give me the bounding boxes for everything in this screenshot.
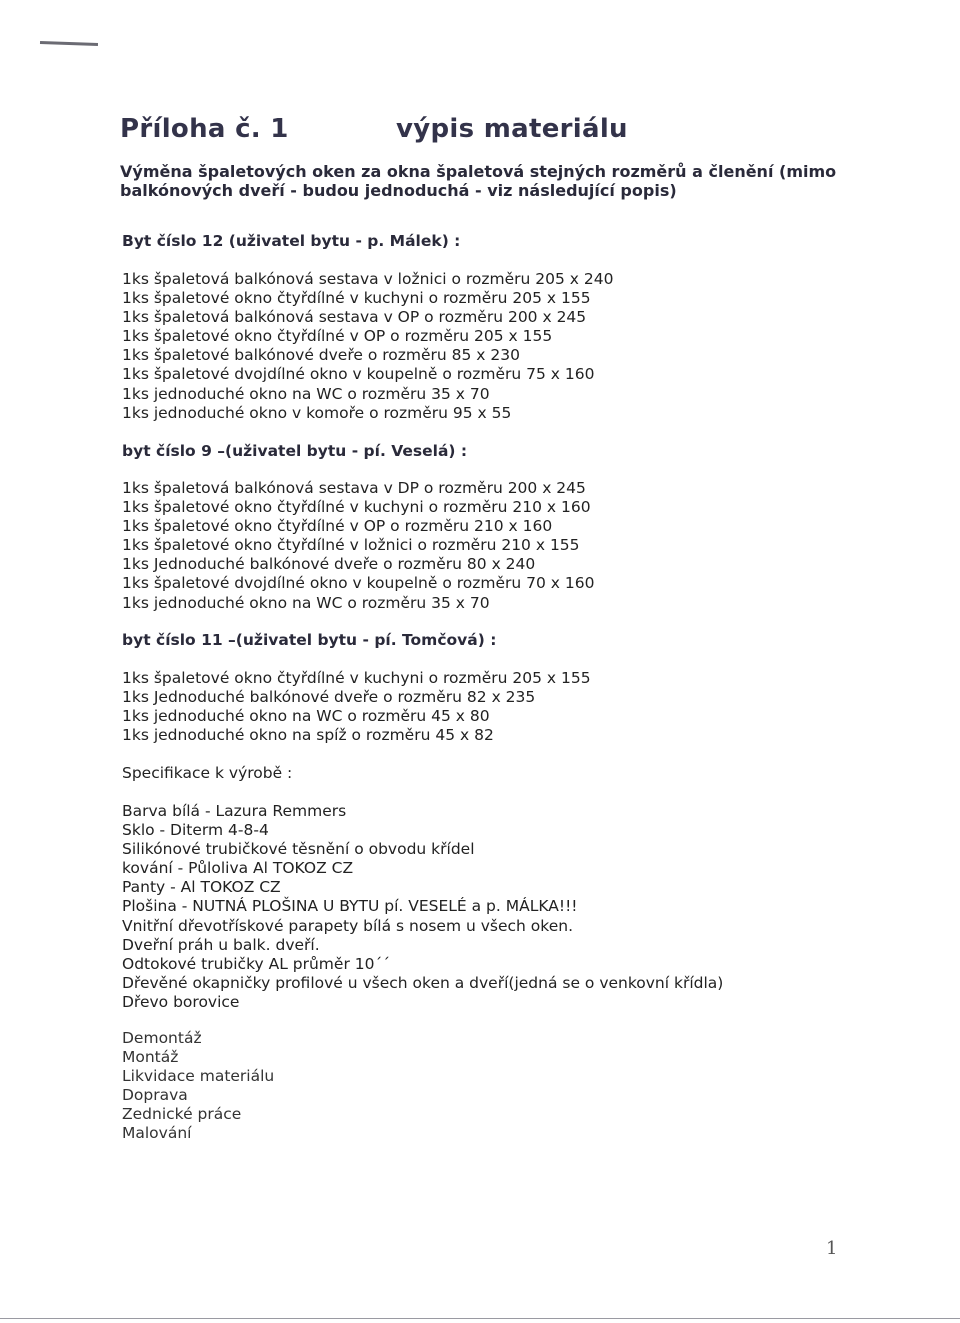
- list-item: 1ks jednoduché okno na WC o rozměru 35 x 70: [122, 384, 490, 403]
- list-item: Panty - Al TOKOZ CZ: [122, 878, 281, 897]
- flat-11-list: [122, 669, 591, 745]
- list-item: 1ks jednoduché okno na WC o rozměru 35 x 70: [122, 593, 490, 612]
- flat-9-title: byt číslo 9 –(uživatel bytu - pí. Veselá) :: [122, 442, 468, 460]
- tasks-list: [122, 1029, 274, 1144]
- specification-heading: Specifikace k výrobě :: [122, 764, 293, 782]
- page-number: 1: [826, 1238, 838, 1259]
- list-item: 1ks špaletové dvojdílné okno v koupelně o rozměru 75 x 160: [122, 365, 595, 384]
- list-item: Doprava: [122, 1086, 188, 1105]
- flat-12-list: [122, 270, 614, 423]
- list-item: Dřevo borovice: [122, 992, 240, 1011]
- list-item: 1ks Jednoduché balkónové dveře o rozměru 80 x 240: [122, 555, 536, 574]
- list-item: 1ks špaletové okno čtyřdílné v kuchyni o rozměru 205 x 155: [122, 289, 591, 308]
- list-item: 1ks Jednoduché balkónové dveře o rozměru 82 x 235: [122, 688, 536, 707]
- list-item: kování - Půloliva Al TOKOZ CZ: [122, 859, 354, 878]
- list-item: 1ks špaletové okno čtyřdílné v kuchyni o rozměru 210 x 160: [122, 498, 591, 517]
- document-title: výpis materiálu: [396, 114, 628, 144]
- list-item: 1ks špaletové okno čtyřdílné v ložnici o rozměru 210 x 155: [122, 536, 580, 555]
- list-item: Silikónové trubičkové těsnění o obvodu křídel: [122, 840, 475, 859]
- flat-12-title: Byt číslo 12 (uživatel bytu - p. Málek) :: [122, 232, 461, 250]
- list-item: 1ks špaletová balkónová sestava v ložnici o rozměru 205 x 240: [122, 270, 614, 288]
- list-item: Demontáž: [122, 1029, 202, 1047]
- list-item: Malování: [122, 1124, 192, 1143]
- list-item: 1ks jednoduché okno na WC o rozměru 45 x 80: [122, 707, 490, 726]
- list-item: Likvidace materiálu: [122, 1067, 275, 1086]
- list-item: Dřevěné okapničky profilové u všech oken a dveří(jedná se o venkovní křídla): [122, 973, 724, 992]
- page-edge-line: [0, 1318, 960, 1319]
- list-item: Plošina - NUTNÁ PLOŠINA U BYTU pí. VESELÉ a p. MÁLKA!!!: [122, 897, 578, 916]
- list-item: Sklo - Diterm 4-8-4: [122, 821, 269, 840]
- list-item: 1ks jednoduché okno na spíž o rozměru 45 x 82: [122, 726, 494, 745]
- list-item: Odtokové trubičky AL průměr 10´´: [122, 954, 390, 973]
- list-item: Barva bílá - Lazura Remmers: [122, 802, 347, 820]
- flat-11-title: byt číslo 11 –(uživatel bytu - pí. Tomčová) :: [122, 631, 497, 649]
- list-item: 1ks jednoduché okno v komoře o rozměru 95 x 55: [122, 403, 512, 422]
- attachment-heading: Příloha č. 1: [120, 114, 289, 144]
- list-item: 1ks špaletová balkónová sestava v DP o rozměru 200 x 245: [122, 479, 586, 497]
- scan-mark: [40, 41, 98, 46]
- list-item: 1ks špaletové balkónové dveře o rozměru 85 x 230: [122, 346, 520, 365]
- list-item: Dveřní práh u balk. dveří.: [122, 935, 320, 954]
- list-item: Vnitřní dřevotřískové parapety bílá s nosem u všech oken.: [122, 916, 573, 935]
- list-item: 1ks špaletová balkónová sestava v OP o rozměru 200 x 245: [122, 308, 587, 327]
- list-item: 1ks špaletové okno čtyřdílné v kuchyni o rozměru 205 x 155: [122, 669, 591, 687]
- list-item: Montáž: [122, 1048, 179, 1067]
- list-item: Zednické práce: [122, 1105, 242, 1124]
- specification-list: [122, 802, 723, 1012]
- list-item: 1ks špaletové okno čtyřdílné v OP o rozměru 205 x 155: [122, 327, 553, 346]
- list-item: 1ks špaletové okno čtyřdílné v OP o rozměru 210 x 160: [122, 517, 553, 536]
- list-item: 1ks špaletové dvojdílné okno v koupelně o rozměru 70 x 160: [122, 574, 595, 593]
- intro-paragraph: Výměna špaletových oken za okna špaletová stejných rozměrů a členění (mimo balkónových dveří - budou jednoduchá - viz následující popis): [120, 162, 837, 200]
- flat-9-list: [122, 479, 594, 613]
